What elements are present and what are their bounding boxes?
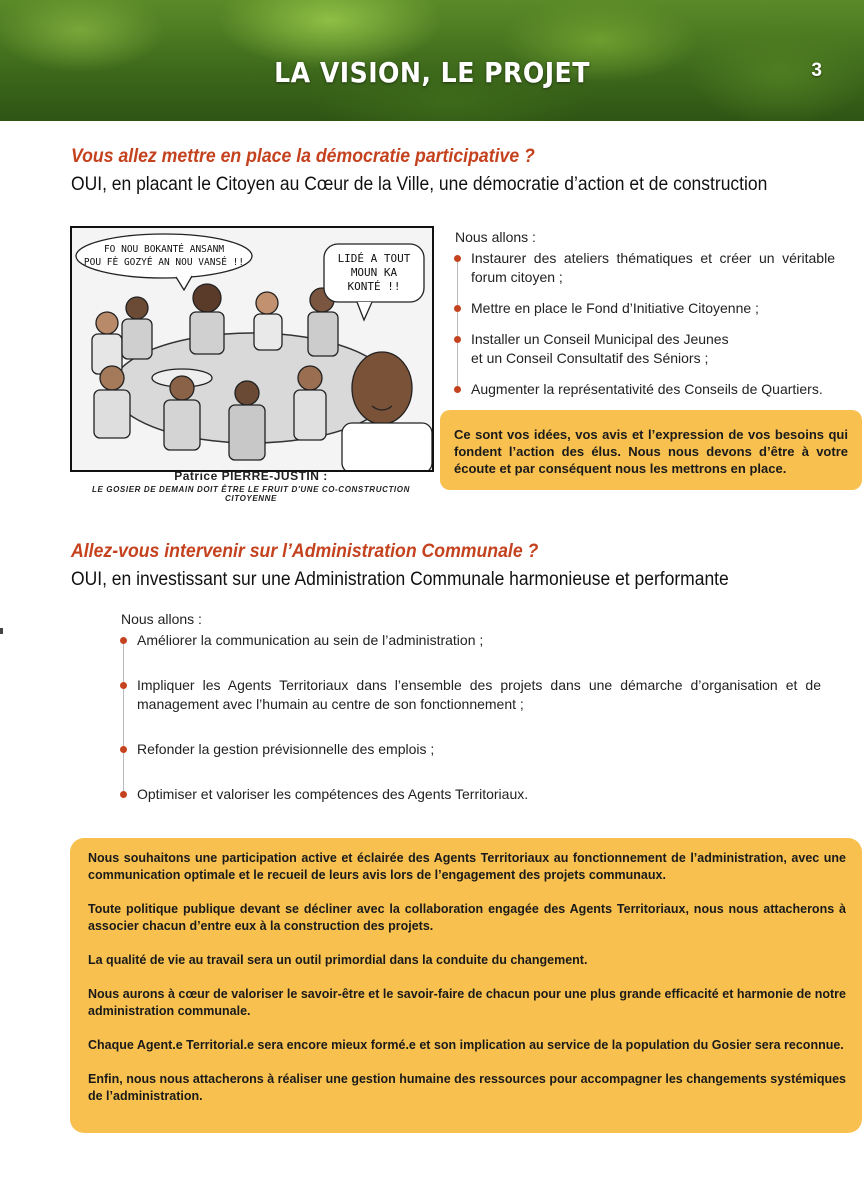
section1-list-items xyxy=(455,249,835,399)
bubble-left-line-2: POU FÈ GOZYÉ AN NOU VANSÉ !! xyxy=(83,257,245,268)
list-item: Optimiser et valoriser les compétences des Agents Territoriaux. xyxy=(121,785,821,804)
section1-list xyxy=(455,229,835,399)
page-number: 3 xyxy=(811,60,822,81)
section2-highlight-box xyxy=(70,838,862,1133)
box-paragraph: Chaque Agent.e Territorial.e sera encore mieux formé.e et son implication au service de la population du Gosier sera reconnue. xyxy=(88,1038,844,1052)
section2-question: Allez-vous intervenir sur l’Administration Communale ? xyxy=(71,541,539,562)
cartoon-drawing xyxy=(72,228,432,470)
bubble-right-line-3: KONTÉ !! xyxy=(347,280,401,293)
cartoon-caption-subtitle: LE GOSIER DE DEMAIN DOIT ÊTRE LE FRUIT D'UNE CO-CONSTRUCTION CITOYENNE xyxy=(92,485,410,503)
list-item: Améliorer la communication au sein de l’administration ; xyxy=(121,631,821,650)
section2-list-items xyxy=(121,631,821,804)
section2-answer: OUI, en investissant sur une Administration Communale harmonieuse et performante xyxy=(71,569,729,590)
list-item: Augmenter la représentativité des Conseils de Quartiers. xyxy=(455,380,835,399)
list-item: Impliquer les Agents Territoriaux dans l’ensemble des projets dans une démarche d’organisation et de management avec l’humain au centre de son fonctionnement ; xyxy=(121,676,821,714)
bubble-right-line-1: LIDÉ A TOUT xyxy=(337,252,411,265)
section1-answer: OUI, en placant le Citoyen au Cœur de la Ville, une démocratie d’action et de construction xyxy=(71,174,768,195)
bubble-right-line-2: MOUN KA xyxy=(350,266,398,279)
section2-list-intro: Nous allons : xyxy=(121,611,202,627)
section1-highlight-box: Ce sont vos idées, vos avis et l’expression de vos besoins qui fondent l’action des élus. Nous nous devons d’être à votre écoute et par conséquent nous les mettrons en place. xyxy=(440,410,862,490)
box-paragraph: Enfin, nous nous attacherons à réaliser une gestion humaine des ressources pour accompagner les changements systémiques de l’administration. xyxy=(88,1072,846,1103)
section1-question: Vous allez mettre en place la démocratie participative ? xyxy=(71,146,535,167)
box-paragraph: Toute politique publique devant se décliner avec la collaboration engagée des Agents Territoriaux, nous nous attacherons à associer chacun d’entre eux à la construction des projets. xyxy=(88,902,846,933)
cartoon-caption-name: Patrice PIERRE-JUSTIN : xyxy=(174,469,328,483)
box-paragraph: Nous aurons à cœur de valoriser le savoir-être et le savoir-faire de chacun pour une plus grande efficacité et harmonie de notre administration communale. xyxy=(88,987,846,1018)
box-paragraph: Nous souhaitons une participation active et éclairée des Agents Territoriaux au fonctionnement de l’administration, avec une communication optimale et le recueil de leurs avis lors de l’engagement des projets communaux. xyxy=(88,851,846,882)
list-item: Instaurer des ateliers thématiques et créer un véritable forum citoyen ; xyxy=(455,249,835,287)
header-banner xyxy=(0,0,864,121)
bubble-left-line-1: FO NOU BOKANTÉ ANSANM xyxy=(103,244,225,255)
edge-mark xyxy=(0,628,3,634)
list-item: Refonder la gestion prévisionnelle des emplois ; xyxy=(121,740,821,759)
list-item: Installer un Conseil Municipal des Jeunes et un Conseil Consultatif des Séniors ; xyxy=(455,330,731,368)
list-item: Mettre en place le Fond d’Initiative Citoyenne ; xyxy=(455,299,835,318)
section2-list xyxy=(121,611,821,804)
section1-list-intro: Nous allons : xyxy=(455,229,536,245)
page-title: LA VISION, LE PROJET xyxy=(274,56,590,89)
cartoon-illustration xyxy=(70,226,434,472)
box-paragraph: La qualité de vie au travail sera un outil primordial dans la conduite du changement. xyxy=(88,953,588,967)
